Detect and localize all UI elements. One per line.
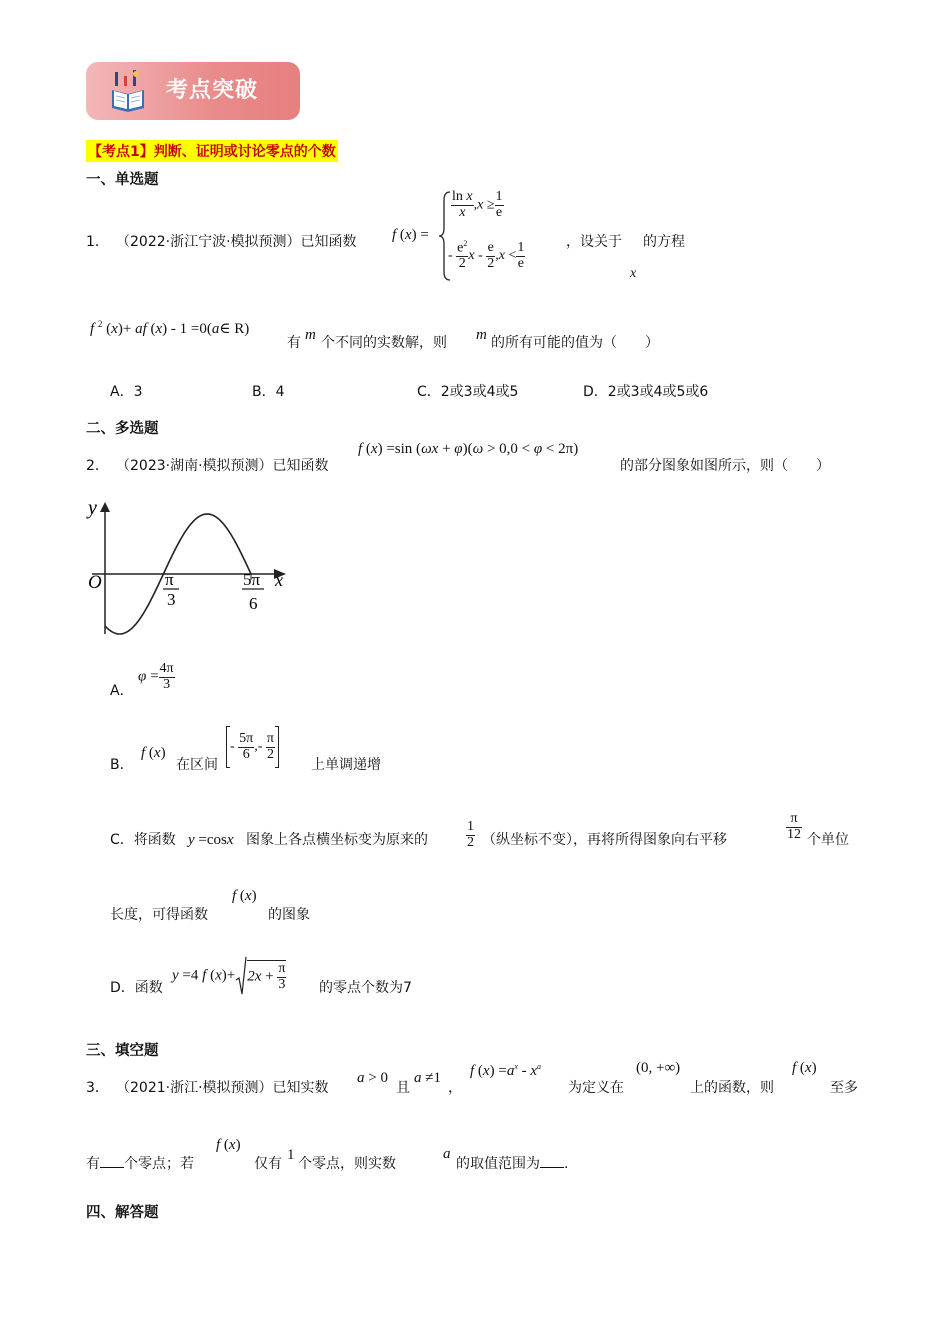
- q3-blank-2[interactable]: [540, 1153, 564, 1168]
- q1-option-d[interactable]: D．2或3或4或5或6: [583, 384, 709, 400]
- q3-and: 且: [396, 1080, 410, 1096]
- q2-option-c-shift: $\frac{\pi}{12}$: [787, 811, 801, 842]
- q2-option-b-text1: 在区间: [176, 757, 218, 773]
- q2-option-b[interactable]: B．: [110, 757, 134, 773]
- q2-option-d[interactable]: D．函数: [110, 980, 163, 996]
- q2-option-c-text2: （纵坐标不变），再将所得图象向右平移: [482, 832, 727, 848]
- q1-piece2: - $\frac{e^2}{2}$ x - $\frac{e}{2}$ ,x < $\frac{1}{e}$: [448, 239, 525, 272]
- q2-option-c-fx: f (x): [232, 888, 257, 904]
- banner-title: 考点突破: [166, 78, 259, 103]
- q2-option-c-line2a: 长度，可得函数: [110, 907, 208, 923]
- q3-fx1: f (x): [792, 1060, 817, 1076]
- q2-option-c-func: y =cosx: [188, 832, 234, 848]
- q1-var-x: x: [630, 266, 637, 281]
- q1-text-solutions: 个不同的实数解，则: [321, 335, 447, 351]
- section-fill-blank: 三、填空题: [86, 1043, 159, 1059]
- tick1-den: 3: [167, 590, 176, 609]
- q3-line2: [86, 1153, 194, 1173]
- tick2-den: 6: [249, 594, 258, 613]
- q3-one: 1: [287, 1147, 295, 1163]
- q3-comma: ，: [448, 1080, 462, 1096]
- q3-text-have: 有: [86, 1156, 100, 1172]
- origin-label: O: [88, 572, 102, 593]
- q1-number: 1．: [86, 234, 109, 250]
- q2-option-c-text3: 个单位: [807, 832, 849, 848]
- q2-option-b-fx: f (x): [141, 745, 166, 761]
- q3-text-func: 上的函数，则: [690, 1080, 774, 1096]
- q2-text-graph: 的部分图象如图所示，则（ ）: [620, 458, 830, 474]
- q1-text-values: 的所有可能的值为（ ）: [491, 335, 659, 351]
- q2-option-c-line2b: 的图象: [268, 907, 310, 923]
- q3-a: a: [443, 1146, 451, 1162]
- q2-option-d-text: 的零点个数为7: [319, 980, 412, 996]
- q2-option-a-expr: φ = $\frac{4\pi}{3}$: [138, 661, 174, 692]
- book-icon: [110, 70, 146, 112]
- q2-option-a[interactable]: A．: [110, 683, 134, 699]
- q1-option-b[interactable]: B．4: [252, 384, 285, 400]
- q3-text-real: 个零点，则实数: [298, 1156, 396, 1172]
- section-solution: 四、解答题: [86, 1205, 159, 1221]
- q1-text-have: 有: [287, 335, 301, 351]
- q2-option-b-interval: - $\frac{5\pi}{6}$ ,- $\frac{\pi}{2}$: [226, 726, 279, 768]
- q2-option-c-text1: 图象上各点横坐标变为原来的: [246, 832, 428, 848]
- section-single-choice: 一、单选题: [86, 172, 159, 188]
- q2-option-c[interactable]: C．将函数: [110, 832, 176, 848]
- q3-text-def: 为定义在: [568, 1080, 624, 1096]
- q3-domain: (0, +∞): [636, 1060, 681, 1076]
- y-axis-arrow: [100, 502, 110, 512]
- q1-m1: m: [305, 327, 316, 343]
- q1-m2: m: [476, 327, 487, 343]
- q2-function: f (x) =sin (ωx + φ)(ω > 0,0 < φ < 2π): [358, 441, 579, 457]
- q2-option-c-half: $\frac{1}{2}$: [467, 819, 474, 850]
- q3-func: f $(x) =a^x - x^a$: [470, 1062, 542, 1079]
- tick2-num: 5π: [243, 570, 261, 589]
- q3-end: .: [564, 1156, 569, 1172]
- q3-text-zeros-if: 个零点；若: [124, 1156, 194, 1172]
- q3-fx2: f (x): [216, 1137, 241, 1153]
- q1-piece1: $\frac{\text{ln x}}{x}$ ,x ≥ $\frac{1}{e}$: [452, 189, 503, 220]
- q3-range: [456, 1153, 568, 1173]
- q3-blank-1[interactable]: [100, 1153, 124, 1168]
- q1-fx: f (x) =: [392, 227, 429, 243]
- q1-equation: f $^2$ (x)+ af (x) - 1 =0(a∈ R): [90, 319, 250, 337]
- q3-source: （2021·浙江·模拟预测）已知实数: [116, 1080, 329, 1096]
- q2-number: 2．: [86, 458, 109, 474]
- q1-option-a[interactable]: A．3: [110, 384, 143, 400]
- q2-option-b-text2: 上单调递增: [311, 757, 381, 773]
- q3-cond1: a > 0: [357, 1070, 388, 1086]
- q1-option-c[interactable]: C．2或3或4或5: [417, 384, 519, 400]
- topic-heading: 【考点1】判断、证明或讨论零点的个数: [86, 140, 338, 162]
- q3-number: 3．: [86, 1080, 109, 1096]
- q1-text-about: ，设关于: [566, 234, 622, 250]
- y-label: y: [88, 497, 97, 519]
- q1-text-equation: 的方程: [643, 234, 685, 250]
- q3-text-atmost: 至多: [830, 1080, 858, 1096]
- q3-text-range: 的取值范围为: [456, 1156, 540, 1172]
- q3-text-only: 仅有: [254, 1156, 282, 1172]
- tick1-num: π: [165, 570, 174, 589]
- x-label: x: [275, 570, 283, 590]
- q3-cond2: a ≠1: [414, 1070, 441, 1086]
- q2-source: （2023·湖南·模拟预测）已知函数: [116, 458, 329, 474]
- q1-source: （2022·浙江宁波·模拟预测）已知函数: [116, 234, 357, 250]
- section-multi-choice: 二、多选题: [86, 421, 159, 437]
- q2-graph: [84, 496, 304, 646]
- q2-option-d-expr: y =4 f (x)+ 2x + $\frac{\pi}{3}$: [172, 956, 286, 996]
